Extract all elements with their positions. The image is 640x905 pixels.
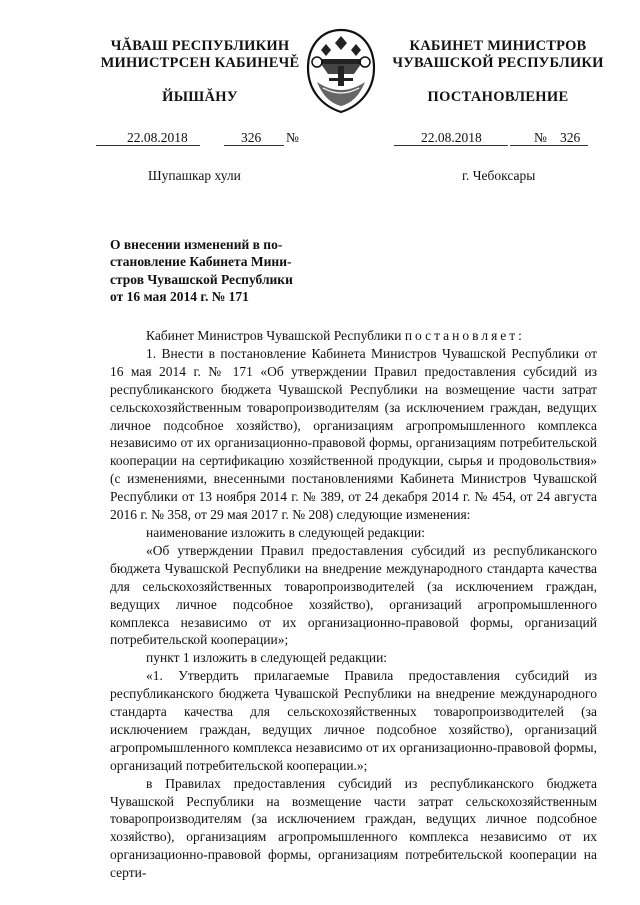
subject-line: О внесении изменений в по- — [110, 237, 283, 252]
header-chuvash — [85, 38, 315, 106]
org-name-chuvash-line2: МИНИСТРСЕН КАБИНЕЧĚ — [100, 55, 300, 71]
header-russian — [383, 38, 613, 106]
reg-number-russian: 326 — [560, 130, 581, 145]
body-paragraph: «1. Утвердить прилагаемые Правила предоставления субсидий из республиканского бюджета Чувашской Республики на внедрение международного стандарта качества для сельскохозяйственных товаропроизводителей (за исключением граждан, ведущих личное подсобное хозяйство), организаций агропромышленного комплекса независимо от их организационно-правовой формы, организаций потребительской кооперации.»; — [110, 668, 597, 773]
registration-line-russian — [394, 130, 588, 148]
org-name-chuvash-line1: ЧĂВАШ РЕСПУБЛИКИН — [110, 38, 290, 54]
number-sign-russian: № — [534, 130, 547, 145]
reg-date-russian: 22.08.2018 — [421, 130, 482, 145]
reg-number-chuvash: 326 — [241, 130, 262, 145]
body-paragraph: в Правилах предоставления субсидий из республиканского бюджета Чувашской Республики на возмещение части затрат сельскохозяйственным товаропроизводителям (за исключением граждан, ведущих личное подсобное хозяйство), организациям агропромышленного комплекса независимо от их организационно-правовой формы, организациям потребительской кооперации на серти- — [110, 775, 597, 881]
subject-line: стров Чувашской Республики — [110, 271, 293, 287]
decree-word: постановляет: — [404, 328, 525, 343]
registration-line-chuvash — [96, 130, 311, 148]
document-subject — [110, 236, 306, 306]
preamble-paragraph — [110, 327, 597, 345]
place-russian: г. Чебоксары — [462, 168, 536, 183]
document-body — [110, 327, 597, 882]
doc-type-russian: ПОСТАНОВЛЕНИЕ — [427, 89, 569, 105]
place-chuvash: Шупашкар хули — [148, 168, 241, 183]
subject-line: от 16 мая 2014 г. № 171 — [110, 289, 249, 305]
subject-line: становление Кабинета Мини- — [110, 254, 292, 270]
number-sign-chuvash: № — [286, 130, 299, 145]
doc-type-chuvash: ЙЫШĂНУ — [162, 89, 238, 105]
preamble-text: Кабинет Министров Чувашской Республики — [146, 328, 402, 343]
body-paragraph: пункт 1 изложить в следующей редакции: — [146, 650, 388, 666]
body-paragraph: наименование изложить в следующей редакции: — [146, 524, 426, 540]
org-name-russian-line2: ЧУВАШСКОЙ РЕСПУБЛИКИ — [392, 55, 604, 71]
body-paragraph: «Об утверждении Правил предоставления субсидий из республиканского бюджета Чувашской Республики на внедрение международного стандарта качества для сельскохозяйственных товаропроизводителей (за исключением граждан, ведущих личное подсобное хозяйство), организаций агропромышленного комплекса независимо от их организационно-правовой формы, организаций потребительской кооперации»; — [110, 542, 597, 648]
body-paragraph: 1. Внести в постановление Кабинета Министров Чувашской Республики от 16 мая 2014 г. № 171 «Об утверждении Правил предоставления субсидий из республиканского бюджета Чувашской Республики на возмещение части затрат сельскохозяйственным товаропроизводителям (за исключением граждан, ведущих личное подсобное хозяйство), организациям агропромышленного комплекса независимо от их организационно-правовой формы, организациям потребительской кооперации на сертификацию хозяйственной продукции, сырья и продовольствия» (с изменениями, внесенными постановлениями Кабинета Министров Чувашской Республики от 13 ноября 2014 г. № 389, от 24 декабря 2014 г. № 454, от 24 августа 2016 г. № 358, от 29 мая 2017 г. № 208) следующие изменения: — [110, 345, 597, 523]
chuvash-emblem-icon — [299, 26, 383, 118]
org-name-russian-line1: КАБИНЕТ МИНИСТРОВ — [409, 38, 587, 54]
reg-date-chuvash: 22.08.2018 — [127, 130, 188, 145]
